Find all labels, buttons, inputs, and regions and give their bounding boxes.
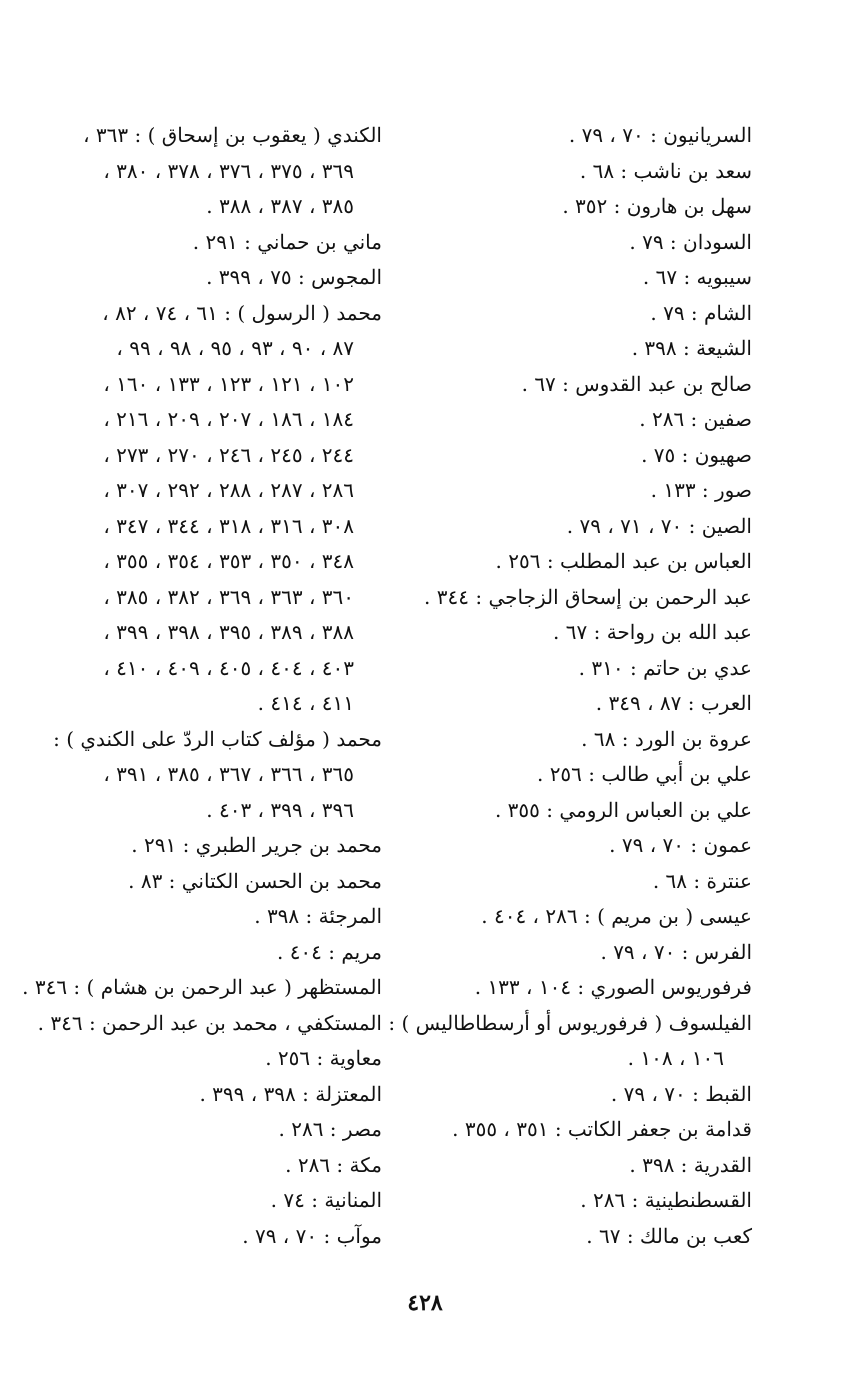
index-entry: الشام : ٧٩ . xyxy=(650,300,752,325)
index-entry: عدي بن حاتم : ٣١٠ . xyxy=(578,655,752,680)
index-entry-continuation: ٣٦٥ ، ٣٦٦ ، ٣٦٧ ، ٣٨٥ ، ٣٩١ ، xyxy=(103,762,354,786)
index-entry-continuation: ٤٠٣ ، ٤٠٤ ، ٤٠٥ ، ٤٠٩ ، ٤١٠ ، xyxy=(103,655,354,680)
index-entry: المستكفي ، محمد بن عبد الرحمن : ٣٤٦ . xyxy=(37,1010,382,1035)
index-entry: محمد بن جرير الطبري : ٢٩١ . xyxy=(131,833,382,857)
index-entry: العباس بن عبد المطلب : ٢٥٦ . xyxy=(495,549,752,573)
index-column-left xyxy=(22,118,382,1254)
index-entry-continuation: ٢٨٦ ، ٢٨٧ ، ٢٨٨ ، ٢٩٢ ، ٣٠٧ ، xyxy=(103,478,354,502)
page-number: ٤٢٨ xyxy=(407,1290,443,1316)
index-entry: صالح بن عبد القدوس : ٦٧ . xyxy=(521,371,752,396)
index-entry: عنترة : ٦٨ . xyxy=(652,868,752,893)
index-entry: ماني بن حماني : ٢٩١ . xyxy=(192,229,382,254)
index-entry-continuation: ٣٩٦ ، ٣٩٩ ، ٤٠٣ . xyxy=(206,797,354,822)
index-entry: عبد الله بن رواحة : ٦٧ . xyxy=(553,620,752,644)
index-entry: صور : ١٣٣ . xyxy=(650,478,752,502)
index-entry: مصر : ٢٨٦ . xyxy=(278,1117,382,1141)
index-entry: الفرس : ٧٠ ، ٧٩ . xyxy=(600,939,752,964)
index-entry: المستظهر ( عبد الرحمن بن هشام ) : ٣٤٦ . xyxy=(22,975,382,999)
index-entry: فرفوريوس الصوري : ١٠٤ ، ١٣٣ . xyxy=(474,975,752,999)
index-entry-continuation: ٣٨٥ ، ٣٨٧ ، ٣٨٨ . xyxy=(206,194,354,218)
index-entry-continuation: ١٠٢ ، ١٢١ ، ١٢٣ ، ١٣٣ ، ١٦٠ ، xyxy=(103,371,354,396)
index-entry: مريم : ٤٠٤ . xyxy=(276,939,382,964)
index-entry-continuation: ٣٨٨ ، ٣٨٩ ، ٣٩٥ ، ٣٩٨ ، ٣٩٩ ، xyxy=(103,620,354,644)
index-entry-continuation: ٣٠٨ ، ٣١٦ ، ٣١٨ ، ٣٤٤ ، ٣٤٧ ، xyxy=(103,513,354,538)
index-entry: الفيلسوف ( فرفوريوس أو أرسطاطاليس ) : xyxy=(388,1010,752,1035)
index-entry: معاوية : ٢٥٦ . xyxy=(265,1046,382,1070)
index-column-right xyxy=(388,118,752,1254)
index-entry: علي بن أبي طالب : ٢٥٦ . xyxy=(536,762,752,786)
index-entry-continuation: ٤١١ ، ٤١٤ . xyxy=(257,691,354,715)
index-entry: العرب : ٨٧ ، ٣٤٩ . xyxy=(595,691,752,715)
index-entry-continuation: ١٠٦ ، ١٠٨ . xyxy=(627,1046,724,1070)
index-entry-continuation: ٨٧ ، ٩٠ ، ٩٣ ، ٩٥ ، ٩٨ ، ٩٩ ، xyxy=(116,336,354,360)
index-entry: القسطنطينية : ٢٨٦ . xyxy=(580,1188,752,1212)
index-entry: السريانيون : ٧٠ ، ٧٩ . xyxy=(568,123,752,147)
index-entry: عبد الرحمن بن إسحاق الزجاجي : ٣٤٤ . xyxy=(424,584,752,609)
index-entry: الكندي ( يعقوب بن إسحاق ) : ٣٦٣ ، xyxy=(83,123,382,147)
index-entry: القبط : ٧٠ ، ٧٩ . xyxy=(610,1081,752,1106)
index-entry: محمد ( الرسول ) : ٦١ ، ٧٤ ، ٨٢ ، xyxy=(102,300,382,325)
index-entry: سيبويه : ٦٧ . xyxy=(642,265,752,289)
index-entry: القدرية : ٣٩٨ . xyxy=(629,1152,752,1177)
index-entry: سهل بن هارون : ٣٥٢ . xyxy=(562,194,752,218)
index-entry: عمون : ٧٠ ، ٧٩ . xyxy=(609,833,752,857)
index-entry: سعد بن ناشب : ٦٨ . xyxy=(579,158,752,183)
index-entry: صهيون : ٧٥ . xyxy=(641,442,752,467)
index-entry: الصين : ٧٠ ، ٧١ ، ٧٩ . xyxy=(566,513,752,538)
index-entry-continuation: ١٨٤ ، ١٨٦ ، ٢٠٧ ، ٢٠٩ ، ٢١٦ ، xyxy=(103,407,354,431)
index-entry: كعب بن مالك : ٦٧ . xyxy=(586,1223,752,1248)
index-entry: المنانية : ٧٤ . xyxy=(270,1188,382,1212)
index-entry: علي بن العباس الرومي : ٣٥٥ . xyxy=(494,797,752,822)
index-entry-continuation: ٢٤٤ ، ٢٤٥ ، ٢٤٦ ، ٢٧٠ ، ٢٧٣ ، xyxy=(103,442,354,467)
index-entry-continuation: ٣٤٨ ، ٣٥٠ ، ٣٥٣ ، ٣٥٤ ، ٣٥٥ ، xyxy=(103,549,354,573)
index-entry: مكة : ٢٨٦ . xyxy=(285,1152,382,1177)
index-entry: موآب : ٧٠ ، ٧٩ . xyxy=(242,1223,382,1248)
index-entry: الشيعة : ٣٩٨ . xyxy=(631,336,752,360)
index-entry-continuation: ٣٦٩ ، ٣٧٥ ، ٣٧٦ ، ٣٧٨ ، ٣٨٠ ، xyxy=(103,158,354,183)
index-entry: المعتزلة : ٣٩٨ ، ٣٩٩ . xyxy=(199,1081,382,1106)
index-entry: محمد بن الحسن الكتاني : ٨٣ . xyxy=(128,868,382,893)
index-entry: محمد ( مؤلف كتاب الردّ على الكندي ) : xyxy=(53,726,382,751)
index-entry: السودان : ٧٩ . xyxy=(629,229,752,254)
index-entry: صفين : ٢٨٦ . xyxy=(639,407,752,431)
index-entry: قدامة بن جعفر الكاتب : ٣٥١ ، ٣٥٥ . xyxy=(452,1117,752,1141)
index-entry: عروة بن الورد : ٦٨ . xyxy=(581,726,752,751)
index-entry: عيسى ( بن مريم ) : ٢٨٦ ، ٤٠٤ . xyxy=(481,904,752,928)
index-entry: المرجئة : ٣٩٨ . xyxy=(254,904,382,928)
index-entry: المجوس : ٧٥ ، ٣٩٩ . xyxy=(206,265,382,289)
index-entry-continuation: ٣٦٠ ، ٣٦٣ ، ٣٦٩ ، ٣٨٢ ، ٣٨٥ ، xyxy=(103,584,354,609)
